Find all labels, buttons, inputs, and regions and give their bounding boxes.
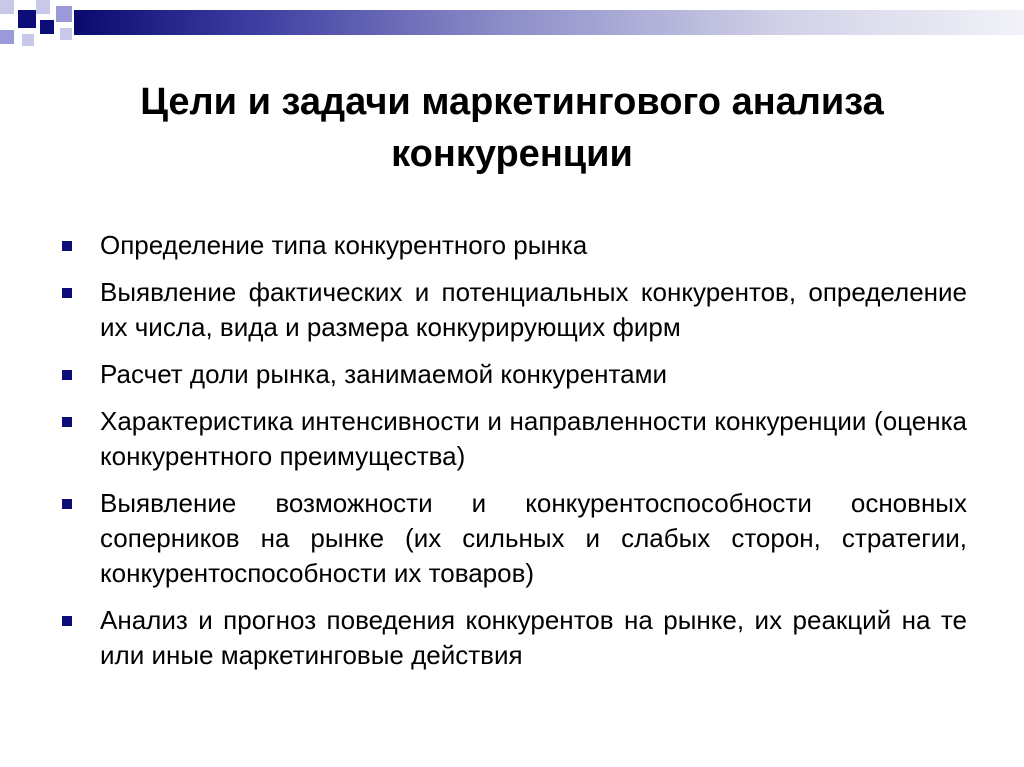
bullet-item [62, 404, 967, 474]
bullet-item [62, 603, 967, 673]
bullet-item [62, 357, 967, 392]
bullet-item [62, 486, 967, 591]
header-decoration [0, 0, 1024, 64]
square-bullet-icon [62, 499, 72, 509]
bullet-list [62, 228, 967, 685]
bullet-text: Характеристика интенсивности и направленности конкуренции (оценка конкурентного преимущества) [100, 406, 967, 471]
square-bullet-icon [62, 370, 72, 380]
square-bullet-icon [62, 417, 72, 427]
slide-title: Цели и задачи маркетингового анализа конкуренции [140, 81, 884, 175]
header-gradient-bar [74, 10, 1024, 35]
square-bullet-icon [62, 288, 72, 298]
bullet-text: Определение типа конкурентного рынка [100, 230, 588, 260]
bullet-item [62, 275, 967, 345]
square-bullet-icon [62, 616, 72, 626]
square-bullet-icon [62, 241, 72, 251]
bullet-text: Выявление возможности и конкурентоспособности основных соперников на рынке (их сильных и слабых сторон, стратегии, конкурентоспособности их товаров) [100, 488, 967, 588]
bullet-text: Расчет доли рынка, занимаемой конкурентами [100, 359, 668, 389]
bullet-item [62, 228, 967, 263]
bullet-text: Выявление фактических и потенциальных конкурентов, определение их числа, вида и размера конкурирующих фирм [100, 277, 967, 342]
bullet-text: Анализ и прогноз поведения конкурентов на рынке, их реакций на те или иные маркетинговые действия [100, 605, 967, 670]
